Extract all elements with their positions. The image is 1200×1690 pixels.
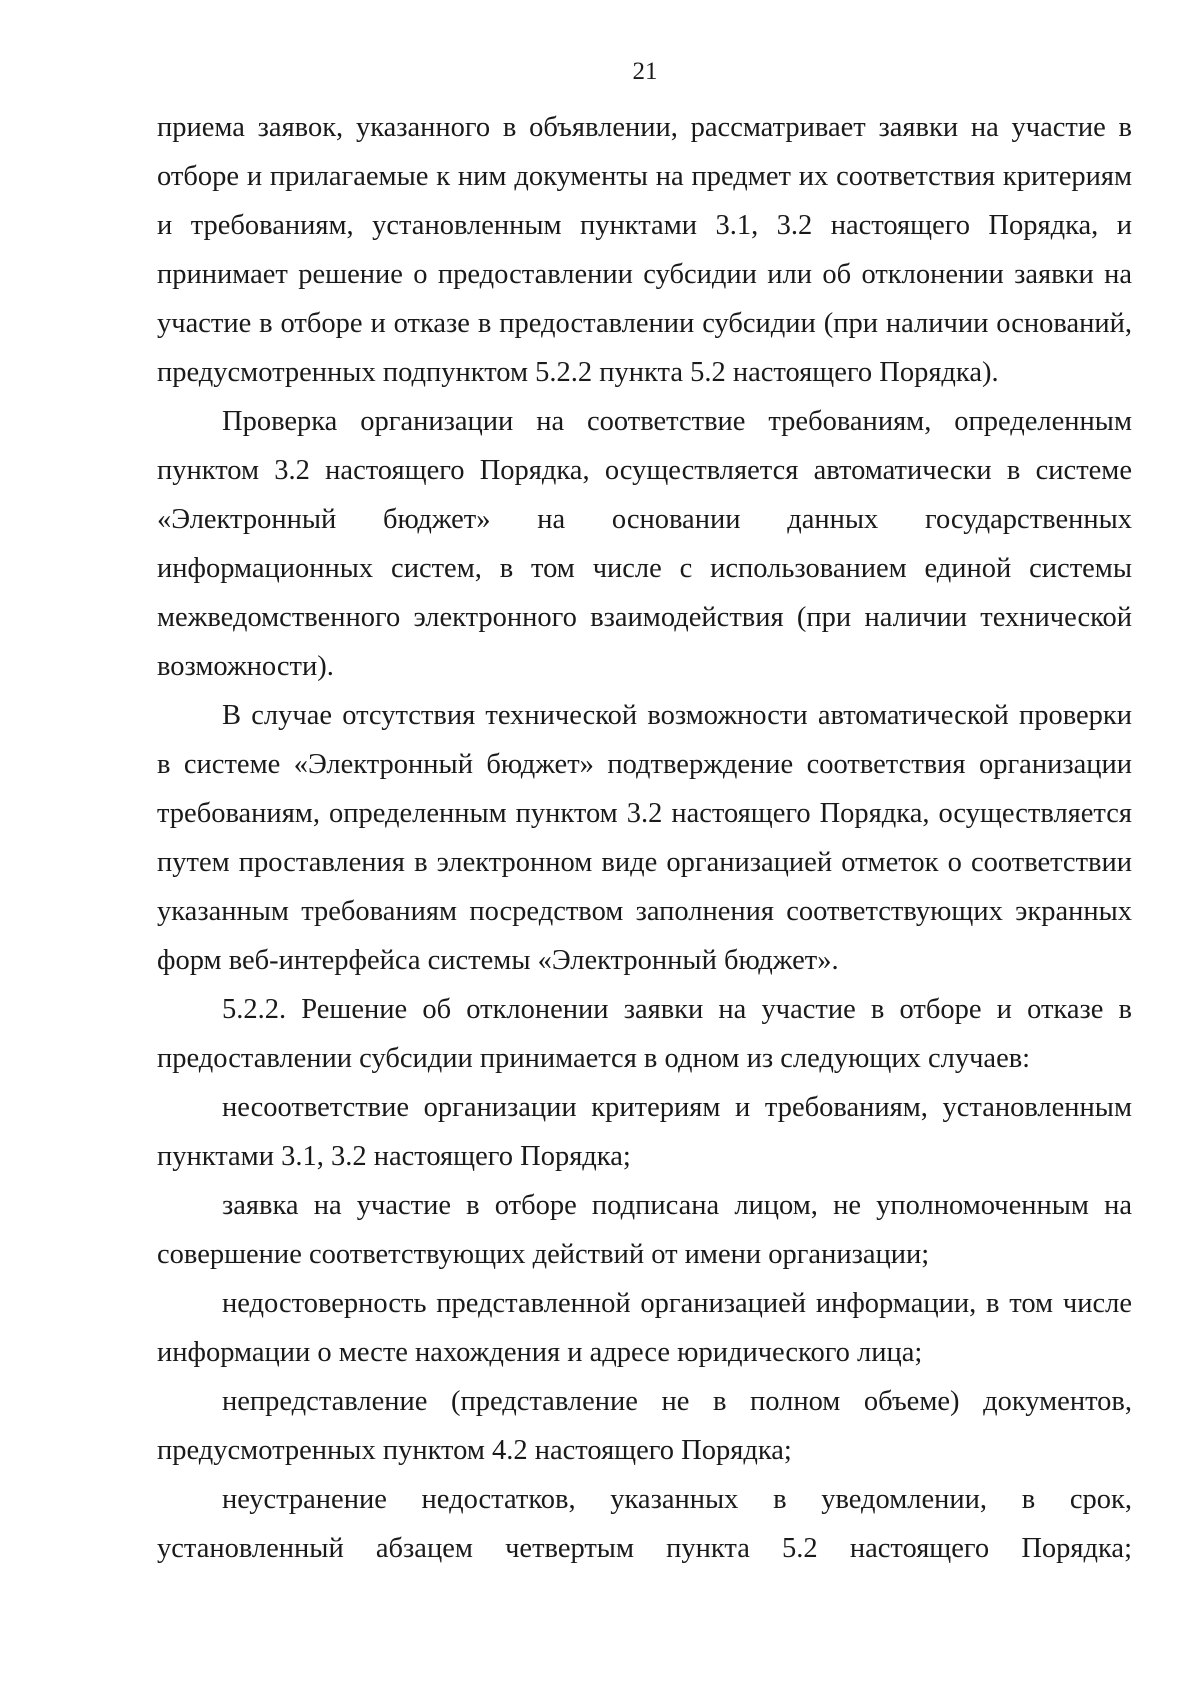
paragraph-missing-documents: непредставление (представление не в полном объеме) документов, предусмотренных пунктом 4.2 настоящего Порядка; bbox=[157, 1386, 1132, 1466]
page-number: 21 bbox=[632, 58, 658, 85]
paragraph-uncorrected-deficiencies: неустранение недостатков, указанных в уведомлении, в срок, установленный абзацем четвертым пункта 5.2 настоящего Порядка; bbox=[157, 1484, 1132, 1564]
paragraph-manual-confirmation: В случае отсутствия технической возможности автоматической проверки в системе «Электронный бюджет» подтверждение соответствия организации требованиям, определенным пунктом 3.2 настоящего Порядка, осуществляется путем проставления в электронном виде организацией отметок о соответствии указанным требованиям посредством заполнения соответствующих экранных форм веб-интерфейса системы «Электронный бюджет». bbox=[157, 700, 1132, 976]
paragraph-unauthorized-signature: заявка на участие в отборе подписана лицом, не уполномоченным на совершение соответствующих действий от имени организации; bbox=[157, 1190, 1132, 1270]
paragraph-nonconformity: несоответствие организации критериям и требованиям, установленным пунктами 3.1, 3.2 настоящего Порядка; bbox=[157, 1092, 1132, 1172]
paragraph-rejection-cases: 5.2.2. Решение об отклонении заявки на участие в отборе и отказе в предоставлении субсидии принимается в одном из следующих случаев: bbox=[157, 994, 1132, 1074]
paragraph-review-applications: приема заявок, указанного в объявлении, рассматривает заявки на участие в отборе и прилагаемые к ним документы на предмет их соответствия критериям и требованиям, установленным пунктами 3.1, 3.2 настоящего Порядка, и принимает решение о предоставлении субсидии или об отклонении заявки на участие в отборе и отказе в предоставлении субсидии (при наличии оснований, предусмотренных подпунктом 5.2.2 пункта 5.2 настоящего Порядка). bbox=[157, 112, 1132, 388]
paragraph-false-information: недостоверность представленной организацией информации, в том числе информации о месте нахождения и адресе юридического лица; bbox=[157, 1288, 1132, 1368]
paragraph-automatic-check: Проверка организации на соответствие требованиям, определенным пунктом 3.2 настоящего Порядка, осуществляется автоматически в системе «Электронный бюджет» на основании данных государственных информационных систем, в том числе с использованием единой системы межведомственного электронного взаимодействия (при наличии технической возможности). bbox=[157, 406, 1132, 682]
document-body bbox=[157, 103, 1132, 1573]
